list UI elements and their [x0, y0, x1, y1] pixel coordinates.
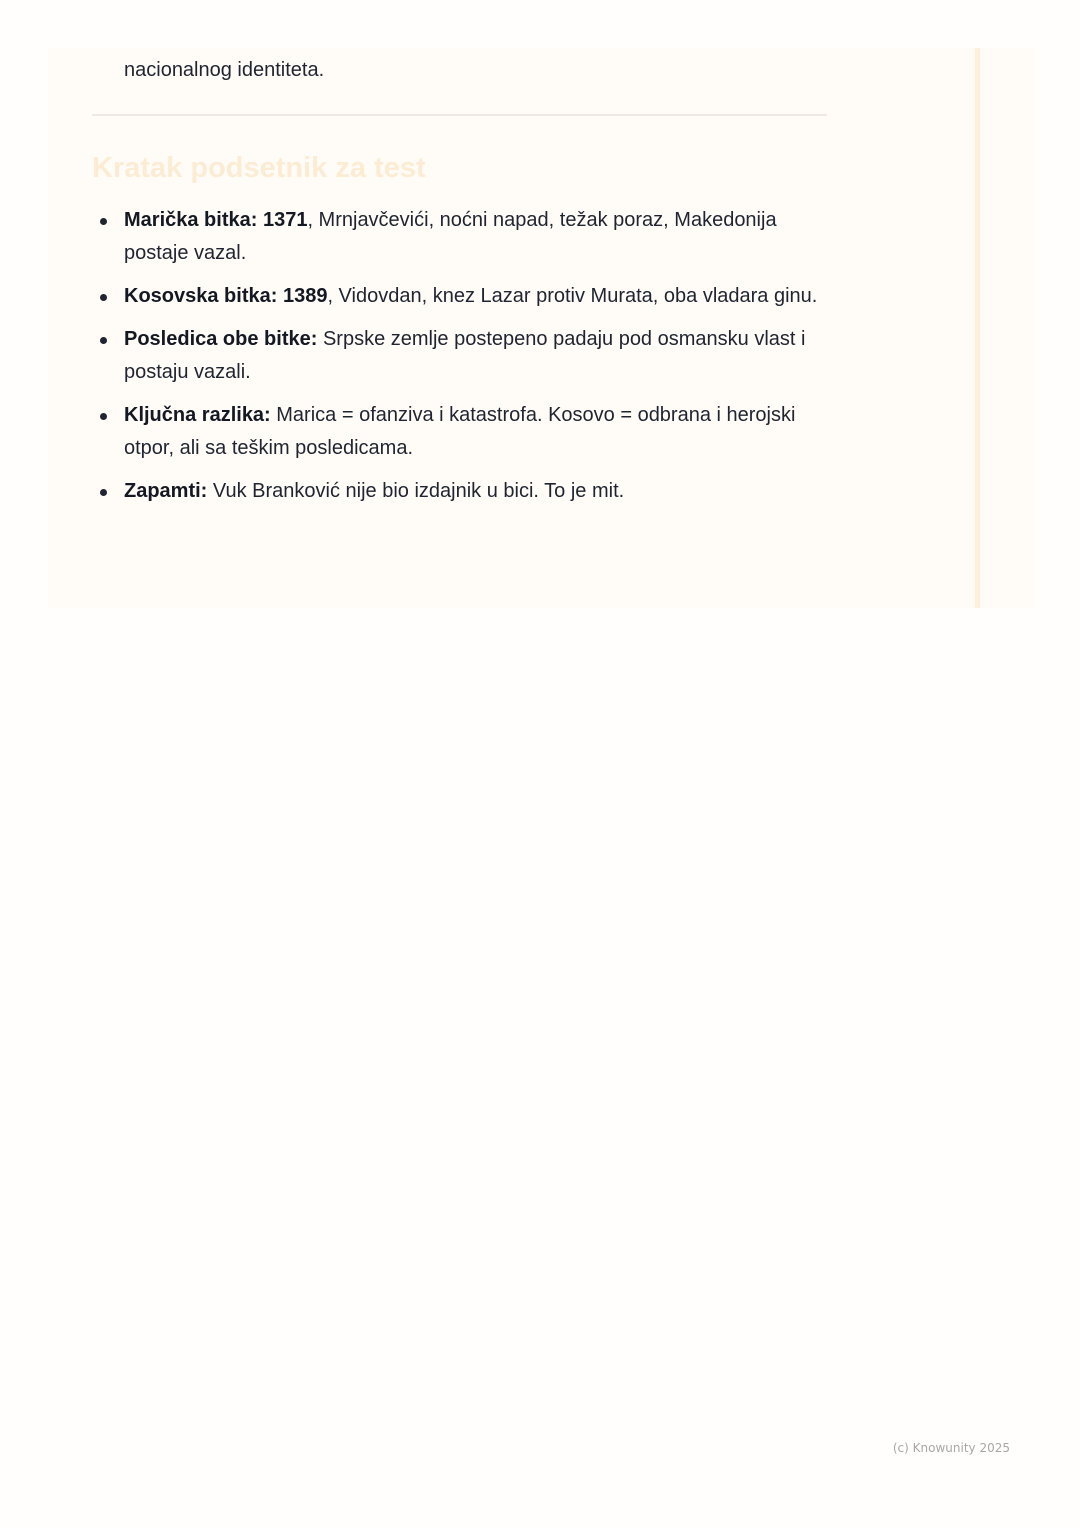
bullet-icon [100, 489, 107, 496]
list-item-term: Ključna razlika: [124, 404, 271, 426]
list-item [92, 204, 832, 270]
bullet-icon [100, 294, 107, 301]
list-item-term: Posledica obe bitke: [124, 328, 318, 350]
bullet-icon [100, 218, 107, 225]
section-title: Kratak podsetnik za test [92, 152, 426, 184]
list-item [92, 280, 832, 313]
list-item-text: , Mrnjavčevići, noćni napad, težak poraz, Makedonija postaje vazal. [124, 209, 777, 264]
card-right-border [975, 48, 980, 608]
section-divider [92, 114, 827, 116]
copyright-footer: (c) Knowunity 2025 [892, 1441, 1010, 1455]
list-item-text: Marica = ofanziva i katastrofa. Kosovo = odbrana i herojski otpor, ali sa teškim posledicama. [124, 404, 796, 459]
list-item [92, 399, 832, 465]
bullet-icon [100, 413, 107, 420]
bullet-icon [100, 337, 107, 344]
list-item [92, 475, 832, 508]
list-item [92, 323, 832, 389]
summary-list [92, 204, 832, 508]
list-item-text: , Vidovdan, knez Lazar protiv Murata, oba vladara ginu. [327, 285, 818, 307]
list-item-term: Kosovska bitka: 1389 [124, 285, 328, 307]
continuation-text: nacionalnog identiteta. [124, 59, 325, 81]
list-item-text: Srpske zemlje postepeno padaju pod osmansku vlast i postaju vazali. [124, 328, 806, 383]
list-item-term: Zapamti: [124, 480, 208, 502]
list-item-text: Vuk Branković nije bio izdajnik u bici. To je mit. [207, 480, 625, 502]
list-item-term: Marička bitka: 1371 [124, 209, 308, 231]
document-content [92, 48, 832, 518]
